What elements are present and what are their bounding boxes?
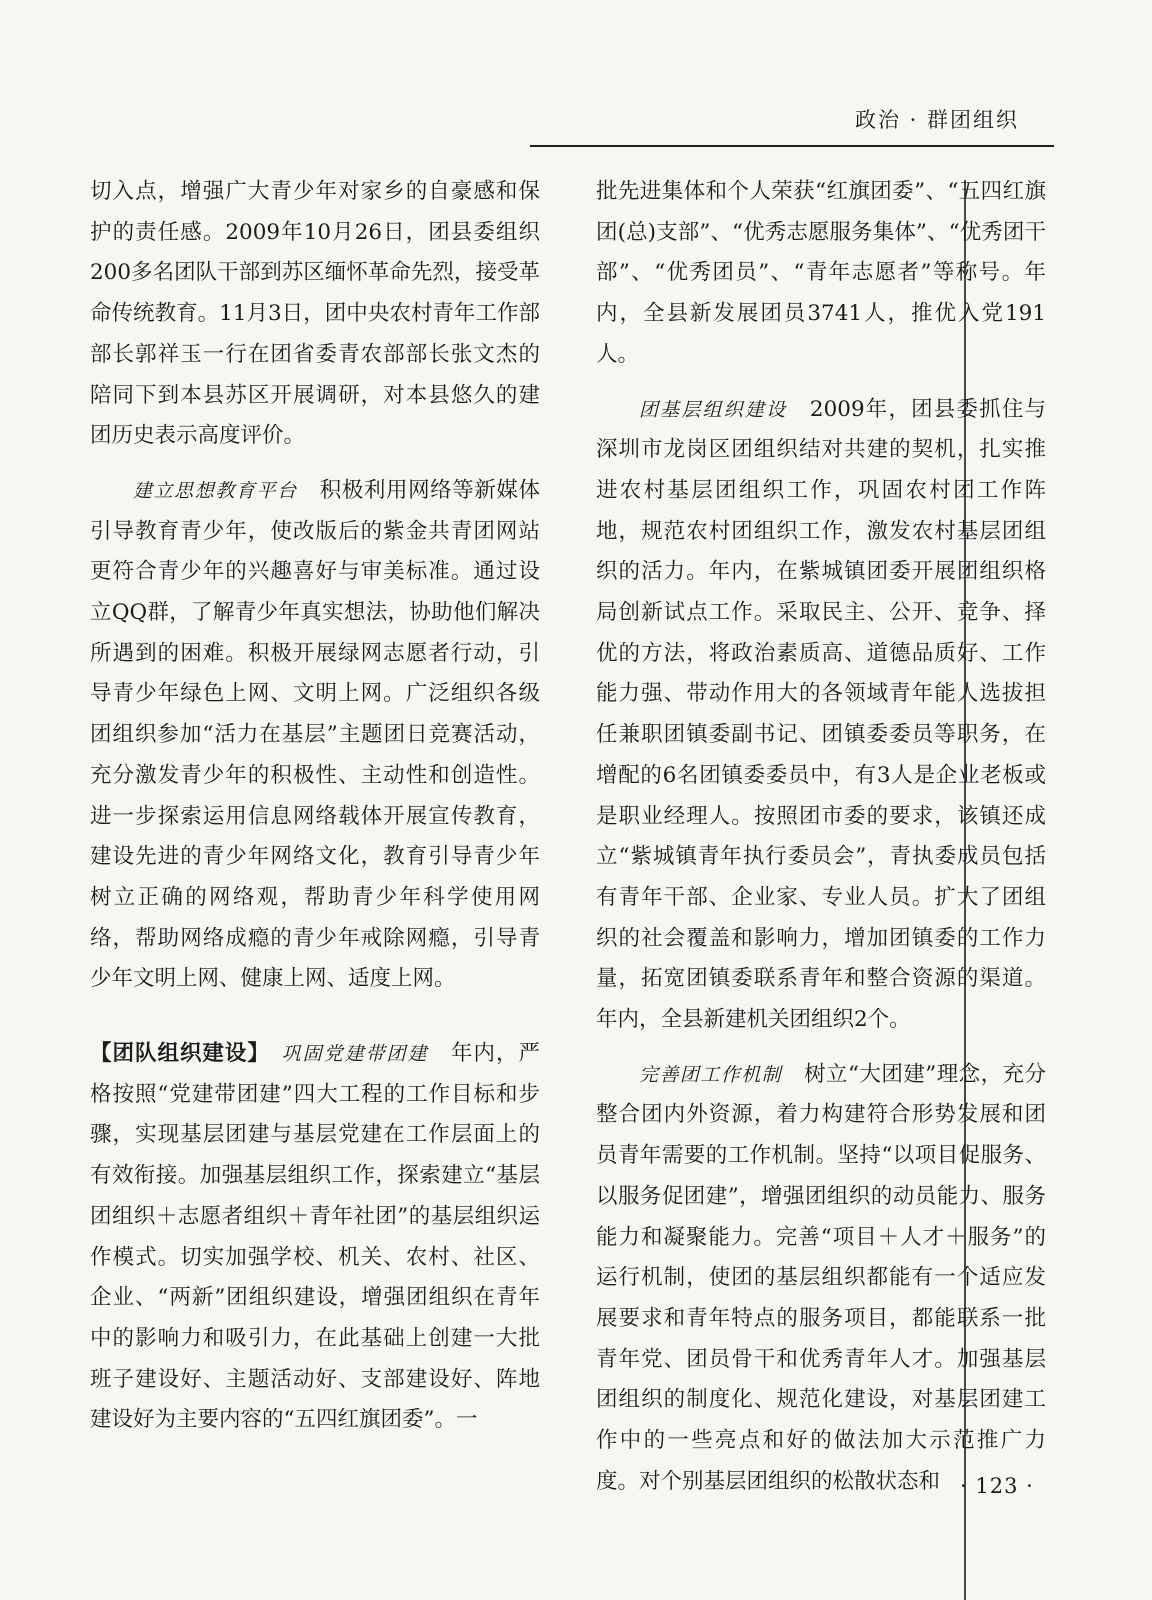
subheading-work-mechanism: 完善团工作机制 xyxy=(639,1063,783,1086)
running-header: 政治 · 群团组织 xyxy=(855,108,1020,132)
left-paragraph-3 xyxy=(90,1034,540,1441)
page-number: · 123 · xyxy=(960,1474,1034,1498)
right-paragraph-2 xyxy=(596,390,1046,1041)
subheading-grassroots-organization: 团基层组织建设 xyxy=(639,398,788,421)
paragraph-text: 2009年，团县委抓住与深圳市龙岗区团组织结对共建的契机，扎实推进农村基层团组织工作，巩固农村团工作阵地，规范农村团组织工作，激发农村基层团组织的活力。年内，在紫城镇团委开展团组织格局创新试点工作。采取民主、公开、竞争、择优的方法，将政治素质高、道德品质好、工作能力强、带动作用大的各领域青年能人选拔担任兼职团镇委副书记、团镇委委员等职务，在增配的6名团镇委委员中，有3人是企业老板或是职业经理人。按照团市委的要求，该镇还成立“紫城镇青年执行委员会”，青执委成员包括有青年干部、企业家、专业人员。扩大了团组织的社会覆盖和影响力，增加团镇委的工作力量，拓宽团镇委联系青年和整合资源的渠道。年内，全县新建机关团组织2个。 xyxy=(596,396,1046,1033)
left-paragraph-1: 切入点，增强广大青少年对家乡的自豪感和保护的责任感。2009年10月26日，团县委组织200多名团队干部到苏区缅怀革命先烈，接受革命传统教育。11月3日，团中央农村青年工作部部长郭祥玉一行在团省委青农部部长张文杰的陪同下到本县苏区开展调研，对本县悠久的建团历史表示高度评价。 xyxy=(90,179,540,449)
paragraph-text: 积极利用网络等新媒体引导教育青少年，使改版后的紫金共青团网站更符合青少年的兴趣喜好与审美标准。通过设立QQ群，了解青少年真实想法，协助他们解决所遇到的困难。积极开展绿网志愿者行动，引导青少年绿色上网、文明上网。广泛组织各级团组织参加“活力在基层”主题团日竞赛活动，充分激发青少年的积极性、主动性和创造性。进一步探索运用信息网络载体开展宣传教育，建设先进的青少年网络文化，教育引导青少年树立正确的网络观，帮助青少年科学使用网络，帮助网络成瘾的青少年戒除网瘾，引导青少年文明上网、健康上网、适度上网。 xyxy=(90,477,540,992)
left-column xyxy=(90,172,540,1441)
subheading-party-building: 巩固党建带团建 xyxy=(280,1043,429,1066)
subheading-thought-education: 建立思想教育平台 xyxy=(133,479,298,502)
paragraph-text: 树立“大团建”理念，充分整合团内外资源，着力构建符合形势发展和团员青年需要的工作机制。坚持“以项目促服务、以服务促团建”，增强团组织的动员能力、服务能力和凝聚能力。完善“项目＋人才＋服务”的运行机制，使团的基层组织都能有一个适应发展要求和青年特点的服务项目，都能联系一批青年党、团员骨干和优秀青年人才。加强基层团组织的制度化、规范化建设，对基层团建工作中的一些亮点和好的做法加大示范推广力度。对个别基层团组织的松散状态和 xyxy=(596,1061,1046,1494)
right-column xyxy=(596,172,1046,1503)
header-rule xyxy=(530,145,1054,147)
right-paragraph-3 xyxy=(596,1055,1046,1503)
paragraph-text: 年内，严格按照“党建带团建”四大工程的工作目标和步骤，实现基层团建与基层党建在工作层面上的有效衔接。加强基层组织工作，探索建立“基层团组织＋志愿者组织＋青年社团”的基层组织运作模式。切实加强学校、机关、农村、社区、企业、“两新”团组织建设，增强团组织在青年中的影响力和吸引力，在此基础上创建一大批班子建设好、主题活动好、支部建设好、阵地建设好为主要内容的“五四红旗团委”。一 xyxy=(90,1041,540,1433)
right-paragraph-1: 批先进集体和个人荣获“红旗团委”、“五四红旗团(总)支部”、“优秀志愿服务集体”、“优秀团干部”、“优秀团员”、“青年志愿者”等称号。年内，全县新发展团员3741人，推优入党191人。 xyxy=(596,179,1046,367)
section-title: 【团队组织建设】 xyxy=(90,1041,270,1067)
left-paragraph-2 xyxy=(90,471,540,1000)
